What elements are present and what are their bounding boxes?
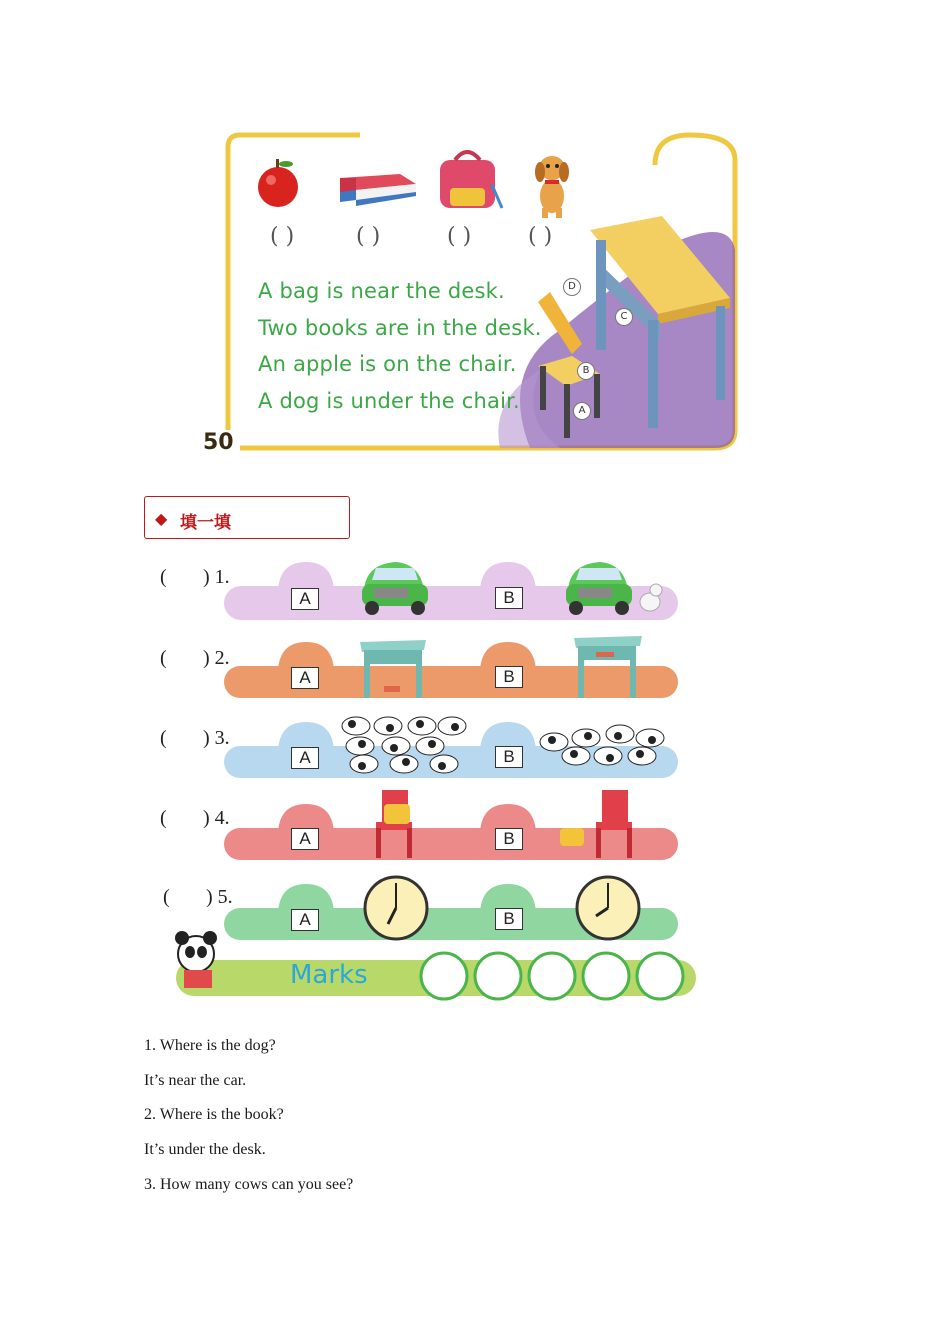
location-label-d: D [563, 278, 581, 296]
marks-bar [175, 931, 696, 999]
exercise-illustrations [150, 550, 710, 1010]
row-2-open: ( [160, 647, 167, 669]
row-4-option-a[interactable]: A [291, 828, 319, 850]
row-3-option-b[interactable]: B [495, 746, 523, 768]
mark-circle[interactable] [583, 953, 629, 999]
answer-line-4: It’s under the desk. [144, 1141, 266, 1158]
row-2-option-a[interactable]: A [291, 667, 319, 689]
section-title: 填一填 [180, 513, 231, 533]
location-label-c: C [615, 308, 633, 326]
row-3-open: ( [160, 727, 167, 749]
answer-line-1: 1. Where is the dog? [144, 1037, 276, 1054]
row-2-option-b[interactable]: B [495, 666, 523, 688]
diamond-icon: ◆ [155, 509, 168, 528]
row-5-option-a[interactable]: A [291, 909, 319, 931]
location-label-b: B [577, 362, 595, 380]
row-4-number: ) 4. [203, 807, 230, 829]
row-4-option-b[interactable]: B [495, 828, 523, 850]
mark-circle[interactable] [475, 953, 521, 999]
row-1-open: ( [160, 566, 167, 588]
blank-bag[interactable]: ( ) [447, 224, 472, 249]
books-icon [340, 174, 416, 206]
location-label-a: A [573, 402, 591, 420]
bag-icon [440, 152, 502, 208]
marks-label: Marks [290, 960, 368, 990]
answer-line-3: 2. Where is the book? [144, 1106, 284, 1123]
row-3-number: ) 3. [203, 727, 230, 749]
row-1-option-a[interactable]: A [291, 588, 319, 610]
row-4-open: ( [160, 807, 167, 829]
blank-books[interactable]: ( ) [356, 224, 381, 249]
row-2-number: ) 2. [203, 647, 230, 669]
answer-line-5: 3. How many cows can you see? [144, 1176, 354, 1193]
clock-icon [577, 877, 639, 939]
row-5-option-b[interactable]: B [495, 908, 523, 930]
row-5-number: ) 5. [206, 886, 233, 908]
mark-circle[interactable] [529, 953, 575, 999]
answer-line-2: It’s near the car. [144, 1072, 247, 1089]
blank-apple[interactable]: ( ) [270, 224, 295, 249]
row-3-option-a[interactable]: A [291, 747, 319, 769]
mark-circle[interactable] [421, 953, 467, 999]
apple-icon [258, 159, 298, 207]
dog-icon [535, 156, 569, 218]
row-1-option-b[interactable]: B [495, 587, 523, 609]
mark-circle[interactable] [637, 953, 683, 999]
sentence-3: An apple is on the chair. [258, 352, 517, 376]
sentence-4: A dog is under the chair. [258, 389, 520, 413]
sentence-1: A bag is near the desk. [258, 279, 505, 303]
row-1-number: ) 1. [203, 566, 230, 588]
cows-icon [342, 717, 466, 773]
row-5-open: ( [163, 886, 170, 908]
blank-dog[interactable]: ( ) [528, 224, 553, 249]
section-header [144, 496, 350, 539]
page-number: 50 [203, 430, 234, 455]
clock-icon [365, 877, 427, 939]
sentence-2: Two books are in the desk. [258, 316, 542, 340]
